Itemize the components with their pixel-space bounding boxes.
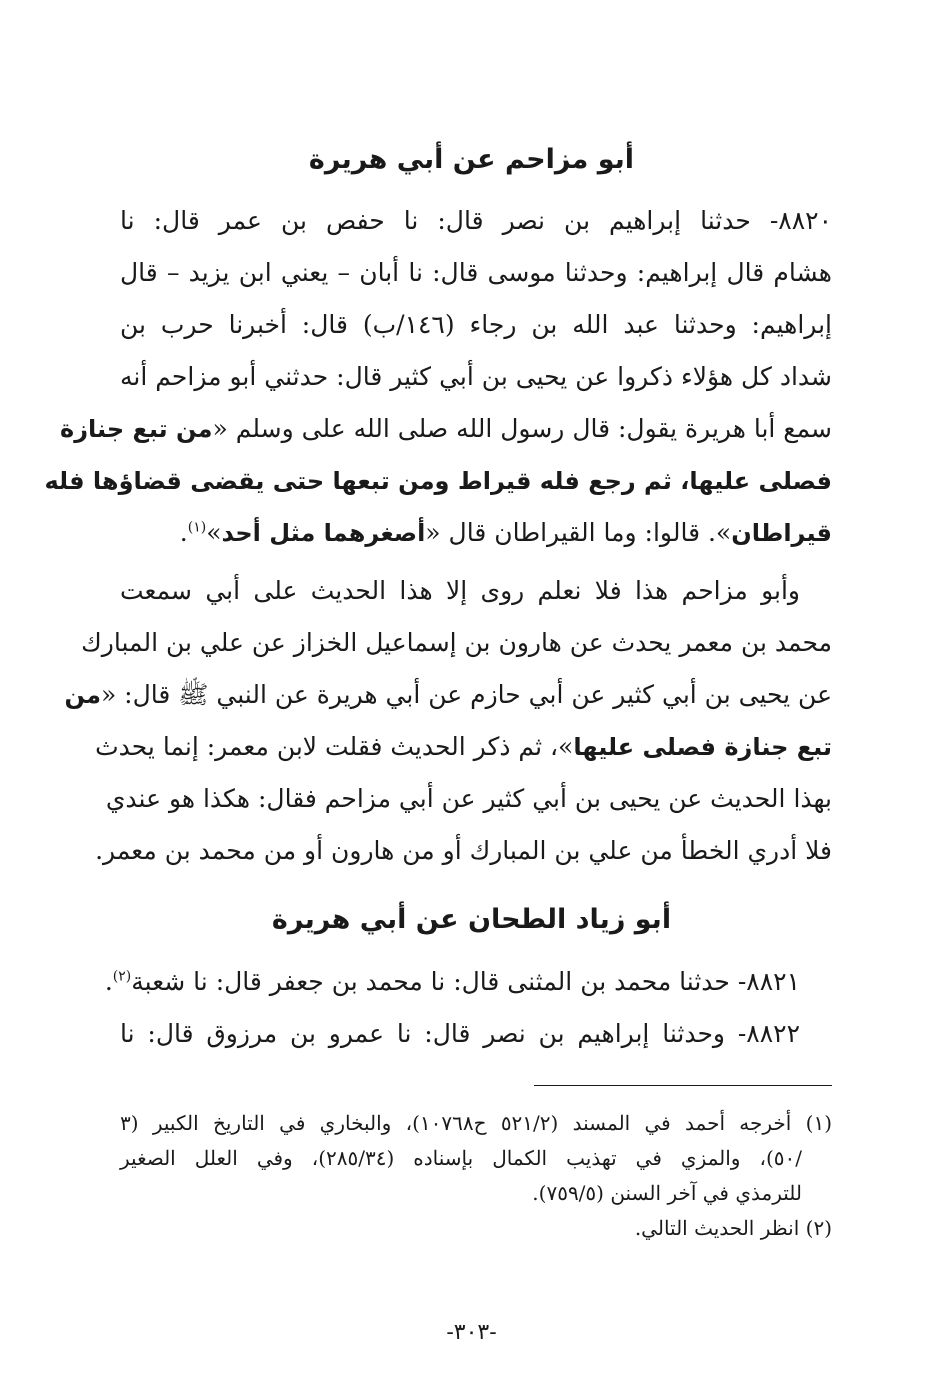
text-line: محمد بن معمر يحدث عن هارون بن إسماعيل الخزاز عن علي بن المبارك (81, 628, 832, 657)
footnote-1-line: (١) أخرجه أحمد في المسند (٥٢١/٢ ح١٠٧٦٨)، والبخاري في التاريخ الكبير (٣ (120, 1111, 832, 1135)
hadith-8821-8822 (104, 956, 832, 1060)
text-segment: ٨٨٢١- حدثنا محمد بن المثنى قال: نا محمد بن جعفر قال: نا شعبة (131, 967, 800, 996)
text-line (104, 956, 832, 1008)
text-line (44, 455, 832, 507)
section-heading-abu-ziyad: أبو زياد الطحان عن أبي هريرة (271, 904, 672, 935)
page-number: -٣٠٣- (446, 1320, 497, 1345)
text-segment: سمع أبا هريرة يقول: قال رسول الله صلى الله على وسلم « (212, 414, 832, 443)
text-line: إبراهيم: وحدثنا عبد الله بن رجاء (١٤٦/ب) قال: أخبرنا حرب بن (120, 310, 832, 339)
section-heading-abu-muzahim: أبو مزاحم عن أبي هريرة (308, 144, 635, 175)
text-line: ٨٨٢٠- حدثنا إبراهيم بن نصر قال: نا حفص بن عمر قال: نا (120, 206, 833, 235)
footnote-reference[interactable]: (١) (187, 519, 207, 536)
text-line: شداد كل هؤلاء ذكروا عن يحيى بن أبي كثير قال: حدثني أبو مزاحم أنه (120, 362, 832, 391)
hadith-matn: أصغرهما مثل أحد (221, 519, 426, 547)
commentary-paragraph (64, 565, 832, 877)
text-segment: . (179, 518, 188, 547)
footnote-1-line: للترمذي في آخر السنن (٧٥٩/٥). (532, 1181, 802, 1205)
text-line: فلا أدري الخطأ من علي بن المبارك أو من هارون أو من محمد بن معمر. (95, 836, 832, 865)
footnotes (120, 1106, 832, 1246)
text-segment: . (104, 967, 113, 996)
hadith-matn: من تبع جنازة (60, 415, 213, 443)
text-segment: »، ثم ذكر الحديث فقلت لابن معمر: إنما يحدث (95, 732, 574, 761)
hadith-matn: من (64, 681, 101, 709)
text-segment: ». قالوا: وما القيراطان قال « (425, 518, 732, 547)
text-line: هشام قال إبراهيم: وحدثنا موسى قال: نا أبان – يعني ابن يزيد – قال (120, 258, 832, 287)
hadith-matn: فصلى عليها، ثم رجع فله قيراط ومن تبعها حتى يقضى قضاؤها فله (44, 467, 832, 495)
hadith-8820 (44, 195, 833, 559)
text-line (120, 507, 832, 559)
footnote-separator (534, 1085, 832, 1086)
hadith-matn: تبع جنازة فصلى عليها (573, 733, 832, 761)
footnote-1-line: /٥٠)، والمزي في تهذيب الكمال بإسناده (٢٨٥/٣٤)، وفي العلل الصغير (120, 1146, 802, 1170)
text-line (64, 669, 832, 721)
hadith-matn: قيراطان (731, 519, 832, 547)
text-line (95, 721, 832, 773)
text-segment: عن يحيى بن أبي كثير عن أبي حازم عن أبي هريرة عن النبي ﷺ قال: « (100, 680, 832, 709)
text-line: ٨٨٢٢- وحدثنا إبراهيم بن نصر قال: نا عمرو بن مرزوق قال: نا (120, 1019, 800, 1048)
text-line: بهذا الحديث عن يحيى بن أبي كثير عن أبي مزاحم فقال: هكذا هو عندي (105, 784, 832, 813)
text-segment: » (206, 518, 222, 547)
text-line (60, 403, 832, 455)
footnote-reference[interactable]: (٢) (112, 968, 132, 985)
footnote-2-line: (٢) انظر الحديث التالي. (634, 1216, 832, 1240)
text-line: وأبو مزاحم هذا فلا نعلم روى إلا هذا الحديث على أبي سمعت (120, 576, 800, 605)
